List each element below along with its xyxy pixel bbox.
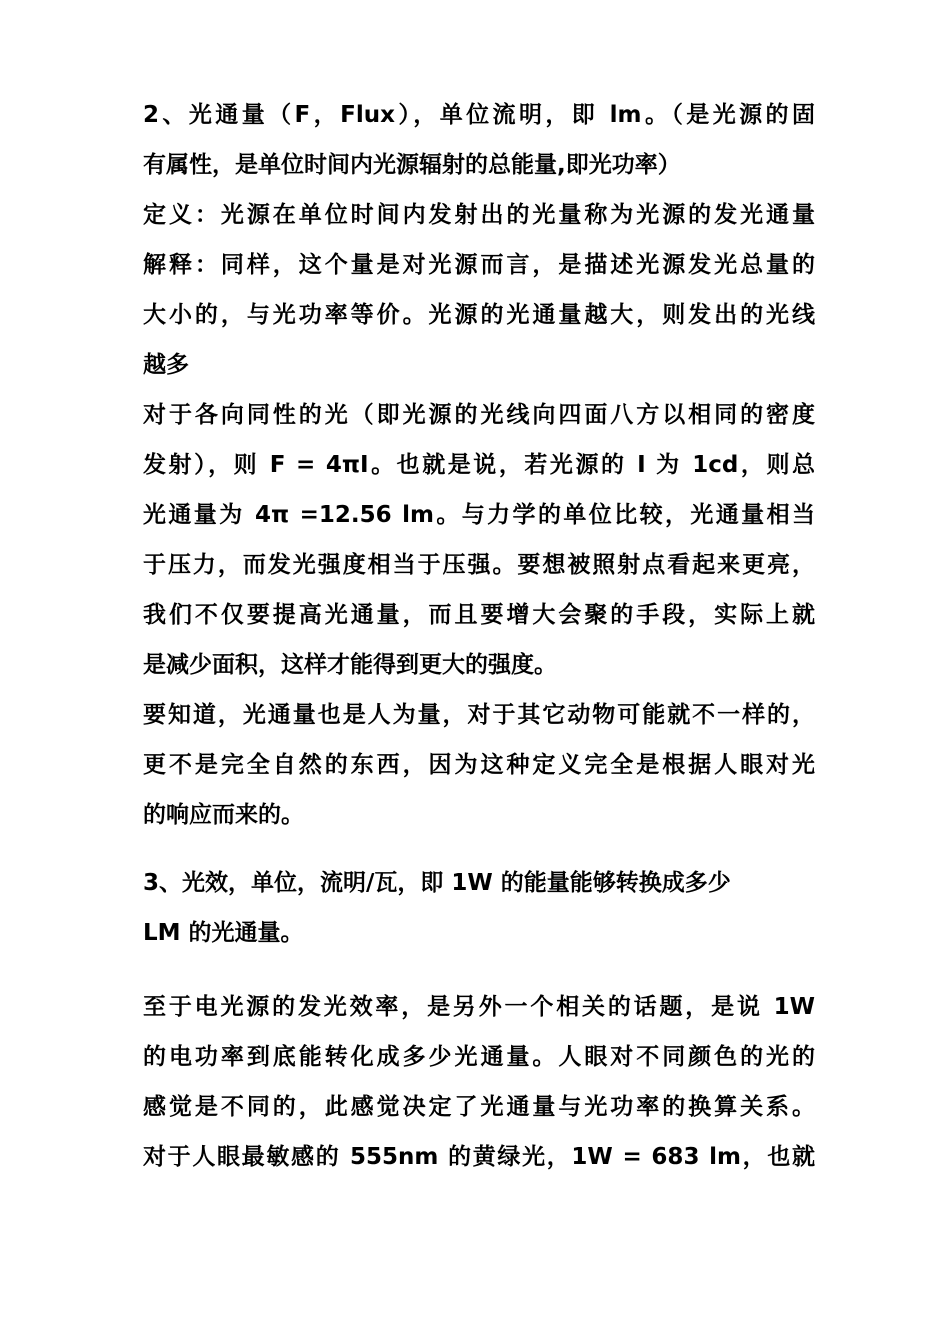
efficiency-line-1: 至于电光源的发光效率，是另外一个相关的话题，是说 1W <box>143 994 815 1020</box>
section-luminous-efficacy <box>143 858 815 958</box>
efficiency-line-4: 对于人眼最敏感的 555nm 的黄绿光，1W = 683 lm，也就 <box>143 1144 815 1170</box>
definition-line: 定义：光源在单位时间内发射出的光量称为光源的发光通量 <box>143 202 815 228</box>
isotropic-line-6: 是减少面积，这样才能得到更大的强度。 <box>143 652 557 678</box>
isotropic-line-4: 于压力，而发光强度相当于压强。要想被照射点看起来更亮， <box>143 552 815 578</box>
explanation-line-3: 越多 <box>143 352 189 378</box>
section-heading-luminous-efficacy-cont: LM 的光通量。 <box>143 920 304 946</box>
isotropic-line-3: 光通量为 4π =12.56 lm。与力学的单位比较，光通量相当 <box>143 502 815 528</box>
isotropic-line-5: 我们不仅要提高光通量，而且要增大会聚的手段，实际上就 <box>143 602 815 628</box>
paragraph-efficiency <box>143 982 815 1182</box>
note-line-1: 要知道，光通量也是人为量，对于其它动物可能就不一样的， <box>143 702 815 728</box>
explanation-line-1: 解释：同样，这个量是对光源而言，是描述光源发光总量的 <box>143 252 815 278</box>
isotropic-line-2: 发射），则 F = 4πI。也就是说，若光源的 I 为 1cd，则总 <box>143 452 815 478</box>
note-line-3: 的响应而来的。 <box>143 802 304 828</box>
section-heading-luminous-flux: 2、光通量（F，Flux），单位流明，即 lm。（是光源的固 <box>143 102 815 128</box>
efficiency-line-2: 的电功率到底能转化成多少光通量。人眼对不同颜色的光的 <box>143 1044 815 1070</box>
section-heading-luminous-efficacy: 3、光效，单位，流明/瓦，即 1W 的能量能够转换成多少 <box>143 870 731 896</box>
explanation-line-2: 大小的，与光功率等价。光源的光通量越大，则发出的光线 <box>143 302 815 328</box>
section-luminous-flux <box>143 90 815 840</box>
efficiency-line-3: 感觉是不同的，此感觉决定了光通量与光功率的换算关系。 <box>143 1094 815 1120</box>
isotropic-line-1: 对于各向同性的光（即光源的光线向四面八方以相同的密度 <box>143 402 815 428</box>
note-line-2: 更不是完全自然的东西，因为这种定义完全是根据人眼对光 <box>143 752 815 778</box>
section-heading-luminous-flux-cont: 有属性，是单位时间内光源辐射的总能量,即光功率） <box>143 152 681 178</box>
